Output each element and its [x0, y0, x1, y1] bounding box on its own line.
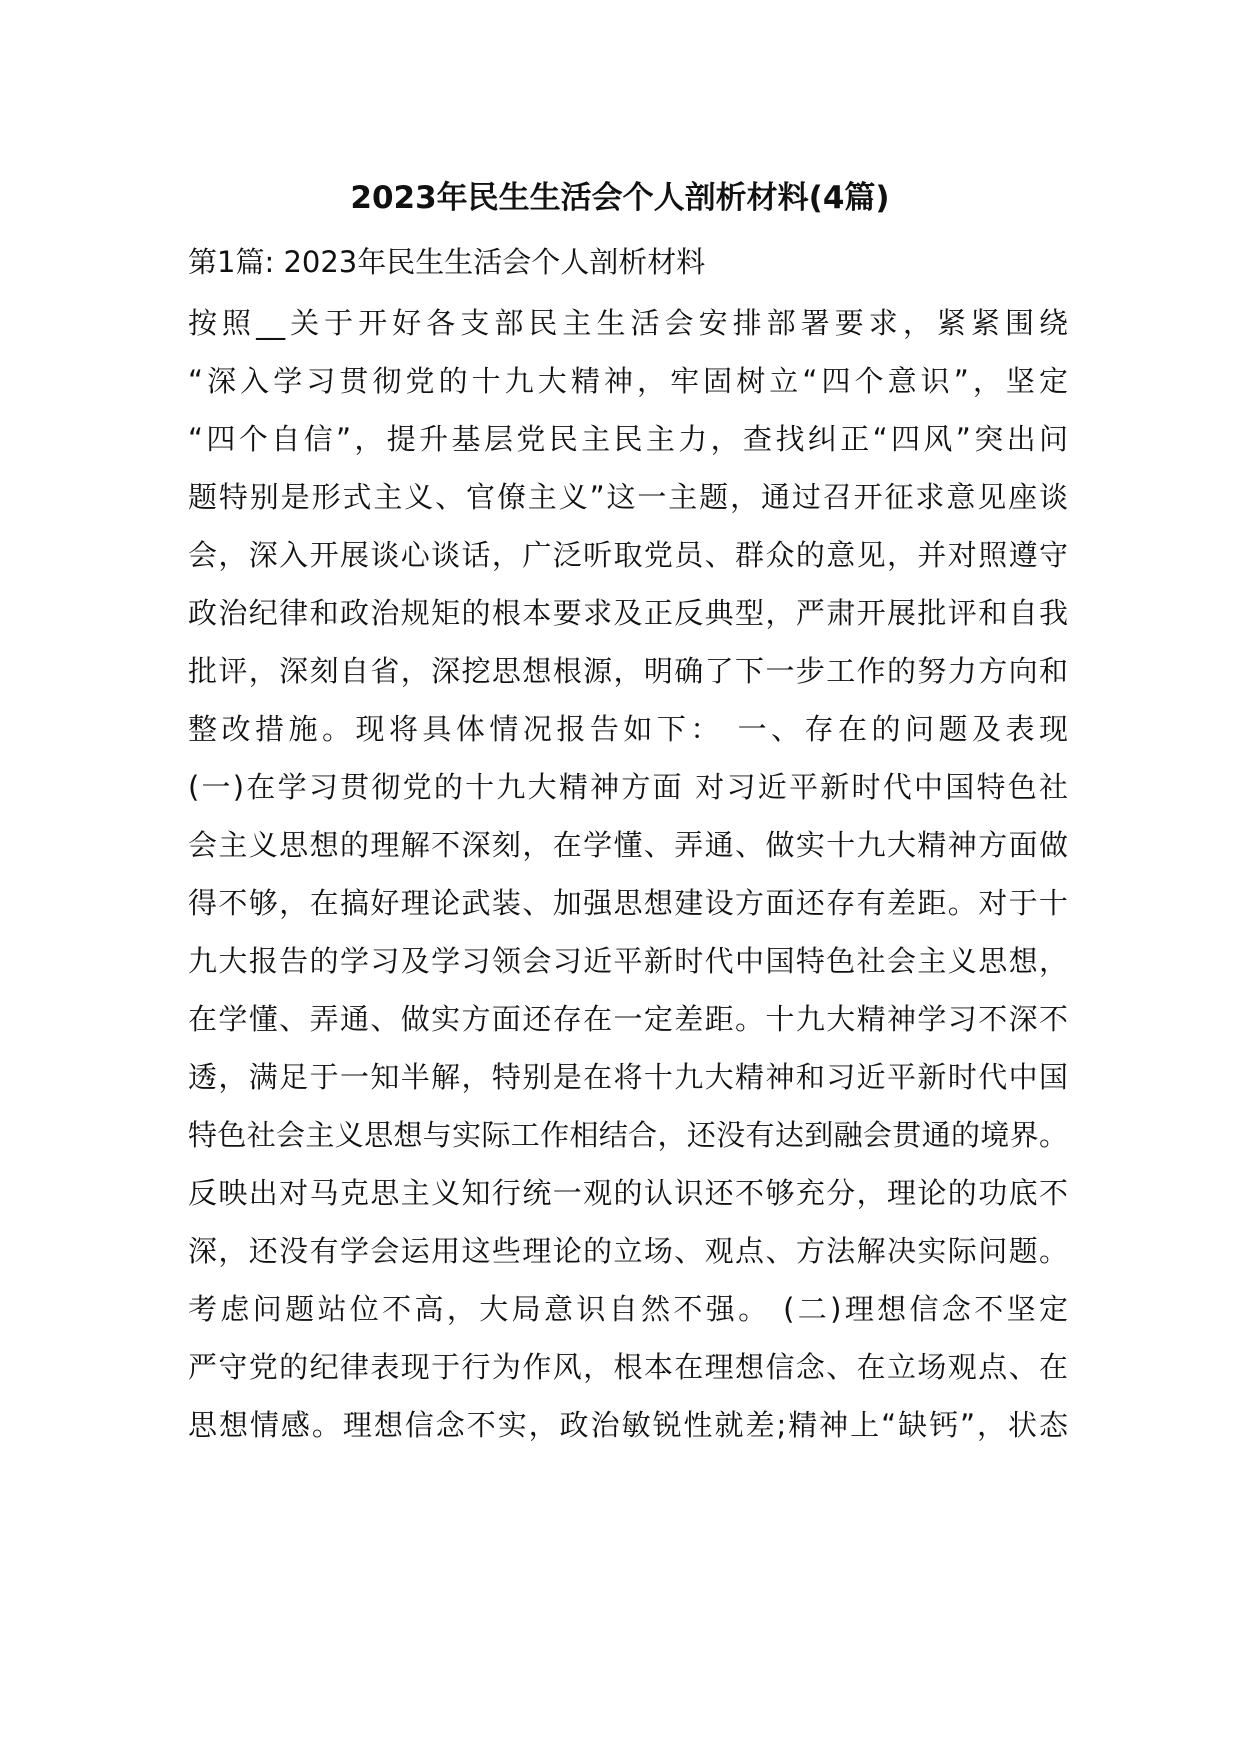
body-line: 九大报告的学习及学习领会习近平新时代中国特色社会主义思想，	[188, 944, 1068, 978]
body-line: 整改措施。现将具体情况报告如下： 一、存在的问题及表现	[188, 712, 1068, 746]
body-line: 政治纪律和政治规矩的根本要求及正反典型，严肃开展批评和自我	[188, 596, 1068, 630]
body-line: 考虑问题站位不高，大局意识自然不强。 (二)理想信念不坚定	[188, 1292, 1068, 1326]
body-line: 深，还没有学会运用这些理论的立场、观点、方法解决实际问题。	[188, 1234, 1068, 1268]
body-line: 反映出对马克思主义知行统一观的认识还不够充分，理论的功底不	[188, 1176, 1068, 1210]
body-line: “深入学习贯彻党的十九大精神，牢固树立“四个意识”，坚定	[188, 364, 1068, 398]
body-line: 会，深入开展谈心谈话，广泛听取党员、群众的意见，并对照遵守	[188, 538, 1068, 572]
body-line: 得不够，在搞好理论武装、加强思想建设方面还存有差距。对于十	[188, 886, 1068, 920]
body-line: 批评，深刻自省，深挖思想根源，明确了下一步工作的努力方向和	[188, 654, 1068, 688]
body-line: “四个自信”，提升基层党民主民主力，查找纠正“四风”突出问	[188, 422, 1068, 456]
section-heading: 第1篇: 2023年民生生活会个人剖析材料	[188, 245, 706, 279]
document-title: 2023年民生生活会个人剖析材料(4篇)	[350, 180, 890, 216]
body-line: 特色社会主义思想与实际工作相结合，还没有达到融会贯通的境界。	[188, 1118, 1068, 1152]
body-line: 题特别是形式主义、官僚主义”这一主题，通过召开征求意见座谈	[188, 480, 1068, 514]
body-line: (一)在学习贯彻党的十九大精神方面 对习近平新时代中国特色社	[188, 770, 1068, 804]
body-line: 透，满足于一知半解，特别是在将十九大精神和习近平新时代中国	[188, 1060, 1068, 1094]
body-line: 按照__关于开好各支部民主生活会安排部署要求，紧紧围绕	[188, 306, 1068, 340]
body-line: 思想情感。理想信念不实，政治敏锐性就差;精神上“缺钙”，状态	[188, 1408, 1068, 1442]
body-line: 在学懂、弄通、做实方面还存在一定差距。十九大精神学习不深不	[188, 1002, 1068, 1036]
body-line: 严守党的纪律表现于行为作风，根本在理想信念、在立场观点、在	[188, 1350, 1068, 1384]
body-line: 会主义思想的理解不深刻，在学懂、弄通、做实十九大精神方面做	[188, 828, 1068, 862]
